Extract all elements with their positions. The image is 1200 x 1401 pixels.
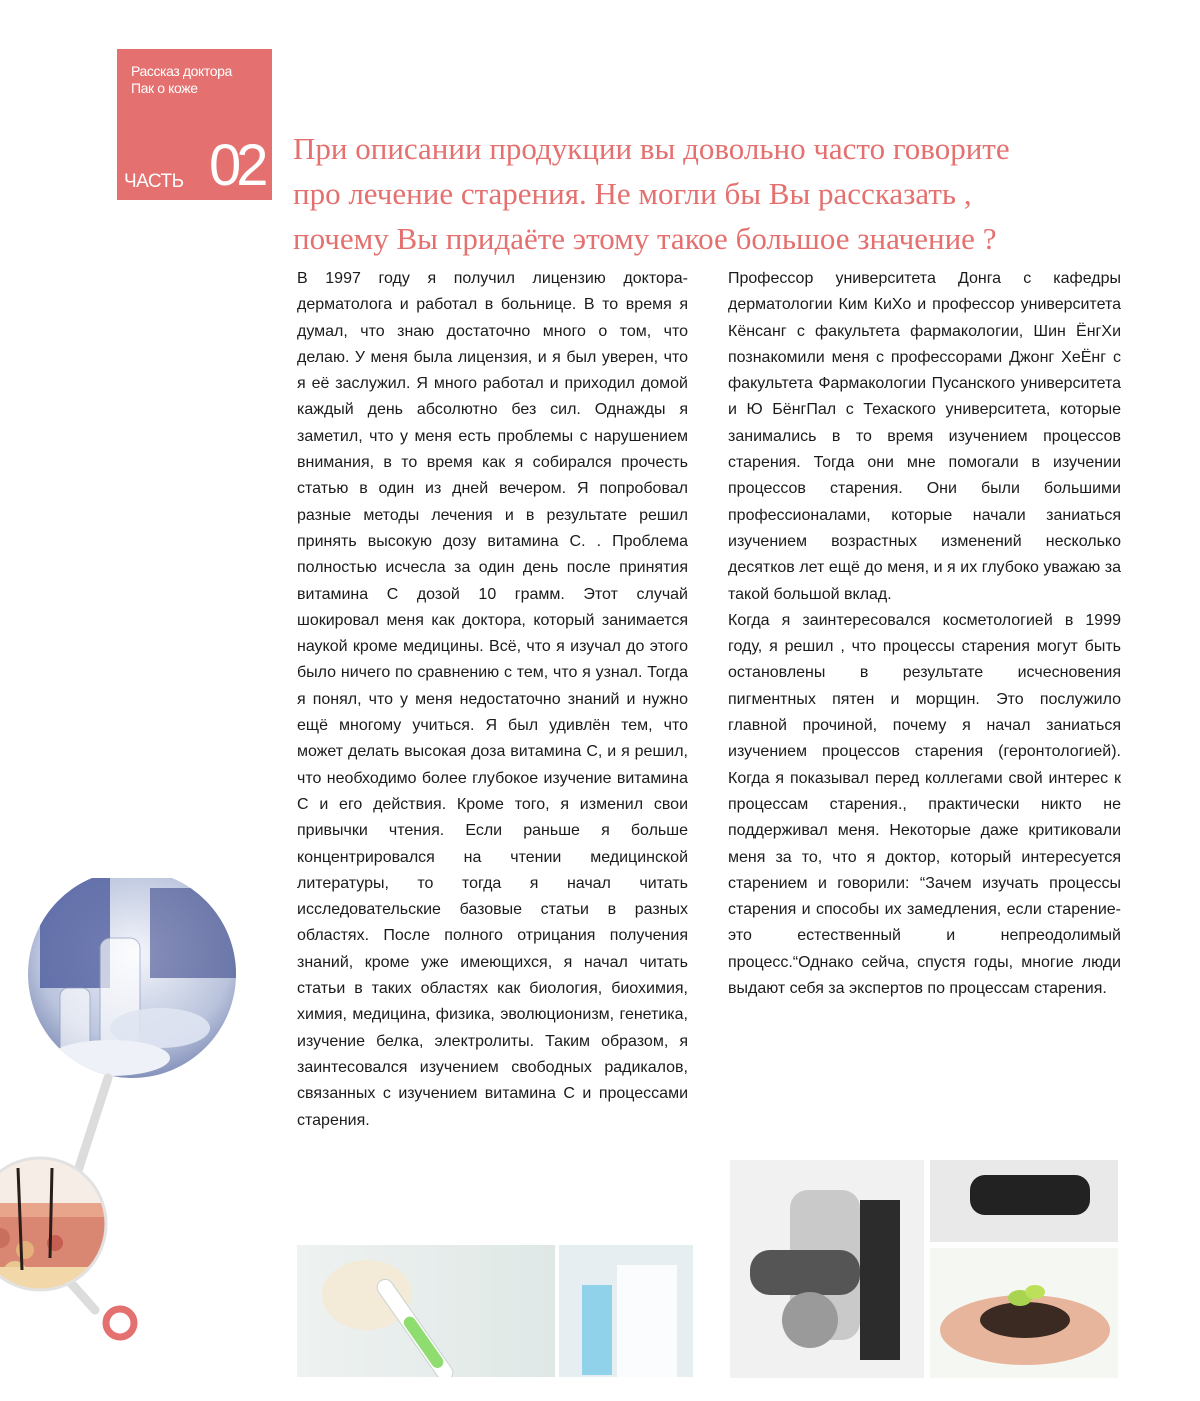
badge-subtitle: Рассказ доктора Пак о коже (131, 63, 232, 96)
lab-photos-grid (730, 1160, 1118, 1378)
part-badge (117, 49, 272, 200)
badge-part-label: ЧАСТЬ (124, 171, 184, 192)
test-tube-photo (297, 1245, 693, 1377)
heading-line: про лечение старения. Не могли бы Вы рассказать , (293, 176, 972, 211)
left-column (297, 266, 688, 1134)
lab-glassware-photo (20, 878, 240, 1083)
body-paragraph: Когда я заинтересовался косметологией в 1999 году, я решил , что процессы старения могут быть остановлены в результате исчесновения пигментных пятен и морщин. Это послужило главной прочиной, почему я начал заниаться изучением процессов старения (геронтологией). Когда я показывал перед коллегами свой интерес к процессам старения., практически никто не поддерживал меня. Некоторые даже критиковали меня за то, что я доктор, который интересуется старением и говорили: “Зачем изучать процессы старения и способы их замедления, если старение- это естественный и непреодолимый процесс.“Однако сейча, спустя годы, многие люди выдают себя за экспертов по процессам старения. (728, 611, 1121, 998)
body-paragraph: Профессор университета Донга с кафедры дерматологии Ким КиХо и профессор университета Кёнсанг с факультета фармакологии, Шин ЁнгХи познакомили меня с профессорами Джонг ХеЁнг с факультета Фармакологии Пусанского университета и Ю БёнгПал с Техаского университета, которые занимались в то время изучением процессов старения. Тогда они мне помогали в изучении процессов старения. Они были большими профессионалами, которые начали заниаться изучением возрастных изменений несколько десятков лет ещё до меня, и я их глубоко уважаю за такой большой вклад. (728, 270, 1121, 603)
article-heading (293, 126, 1123, 261)
body-paragraph: В 1997 году я получил лицензию доктора-дерматолога и работал в больнице. В то время я думал, что знаю достаточно много о том, что делаю. У меня была лицензия, и я был уверен, что я её заслужил. Я много работал и приходил домой каждый день абсолютно без сил. Однажды я заметил, что у меня есть проблемы с нарушением внимания, в то время как я собирался прочесть статью в один из дней вечером. Я попробовал разные методы лечения и в результате решил принять высокую дозу витамина С. . Проблема полностью исчесла за один день после принятия витамина С дозой 10 грамм. Этот случай шокировал меня как доктора, который занимается наукой кроме медицины. Всё, что я изучал до этого было ничего по сравнению с тем, что я узнал. Тогда я понял, что у меня недостаточно знаний и нужно ещё многому учиться. Я был удивлён тем, что может делать высокая доза витамина С, и я решил, что необходимо более глубокое изучение витамина С и его действия. Кроме того, я изменил свои привычки чтения. Если раньше я больше концентрировался на чтении медицинской литературы, то тогда я начал читать исследовательские базовые статьи в разных областях. После полного отрицания получения знаний, кроме уже имеющихся, я начал читать статьи в таких областях как биология, биохимия, химия, медицина, физика, эволюционизм, генетика, изучение белка, электролиты. Таким образом, я заинтесовался изучением свободных радикалов, связанных с изучением витамина С и процессами старения. (297, 270, 688, 1129)
side-illustration (0, 878, 240, 1348)
heading-line: почему Вы придаёте этому такое большое значение ? (293, 221, 997, 256)
right-column (728, 266, 1121, 1002)
heading-line: При описании продукции вы довольно часто говорите (293, 131, 1010, 166)
badge-part-number: 02 (209, 133, 264, 198)
skin-diagram (0, 1158, 110, 1302)
